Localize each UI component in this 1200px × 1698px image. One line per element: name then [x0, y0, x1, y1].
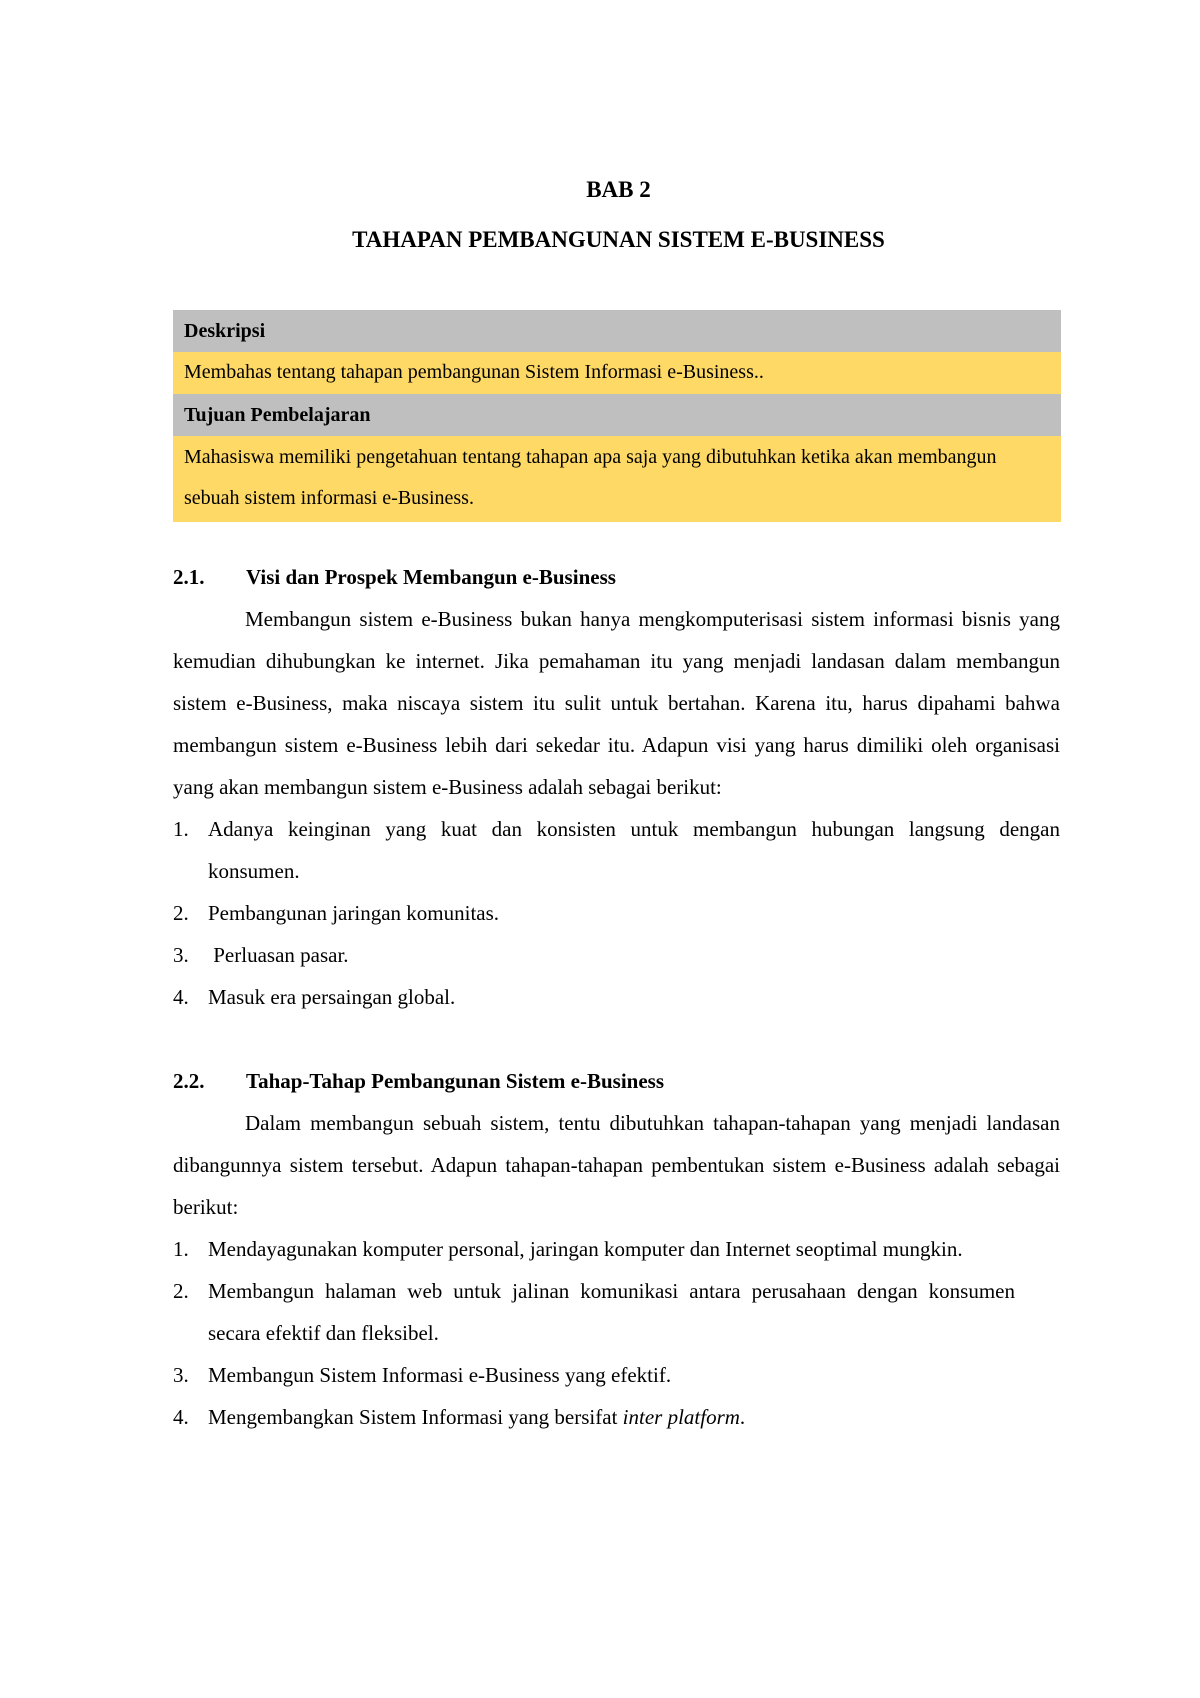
list-item [173, 1354, 1060, 1396]
stages-list [173, 1228, 1060, 1438]
section-number: 2.1. [173, 565, 205, 589]
chapter-number: BAB 2 [586, 177, 651, 202]
list-item [173, 808, 1060, 892]
list-item [173, 1270, 1060, 1354]
vision-list [173, 808, 1060, 1018]
section-heading [173, 1060, 1060, 1102]
section-title: Visi dan Prospek Membangun e-Business [246, 565, 616, 589]
list-item-text: Pembangunan jaringan komunitas. [208, 901, 500, 925]
description-label: Deskripsi [173, 310, 1061, 352]
list-item-number: 2. [173, 1279, 189, 1303]
section-paragraph: Dalam membangun sebuah sistem, tentu dibutuhkan tahapan-tahapan yang menjadi landasan dibangunnya sistem tersebut. Adapun tahapan-tahapan pembentukan sistem e-Business adalah sebagai berikut: [173, 1111, 1060, 1219]
objective-label: Tujuan Pembelajaran [173, 394, 1061, 436]
list-item-number: 4. [173, 1405, 189, 1429]
list-item-text: Masuk era persaingan global. [208, 985, 456, 1009]
list-item [173, 934, 1060, 976]
list-item-number: 1. [173, 1237, 189, 1261]
list-item-text: Adanya keinginan yang kuat dan konsisten untuk membangun hubungan langsung dengan konsumen. [208, 817, 1060, 883]
section-number: 2.2. [173, 1069, 205, 1093]
list-item-text: Membangun Sistem Informasi e-Business yang efektif. [208, 1363, 672, 1387]
info-box [173, 310, 1061, 522]
section-paragraph: Membangun sistem e-Business bukan hanya mengkomputerisasi sistem informasi bisnis yang kemudian dihubungkan ke internet. Jika pemahaman itu yang menjadi landasan dalam membangun sistem e-Business, maka niscaya sistem itu sulit untuk bertahan. Karena itu, harus dipahami bahwa membangun sistem e-Business lebih dari sekedar itu. Adapun visi yang harus dimiliki oleh organisasi yang akan membangun sistem e-Business adalah sebagai berikut: [173, 607, 1060, 799]
list-item-text: Perluasan pasar. [208, 943, 349, 967]
list-item [173, 1396, 1060, 1438]
list-item-suffix: . [739, 1405, 746, 1429]
list-item-number: 2. [173, 901, 189, 925]
list-item-number: 1. [173, 817, 189, 841]
list-item [173, 892, 1060, 934]
list-item-text: Mengembangkan Sistem Informasi yang bersifat [208, 1405, 623, 1429]
list-item-number: 3. [173, 1363, 189, 1387]
description-text: Membahas tentang tahapan pembangunan Sistem Informasi e-Business.. [173, 352, 1061, 394]
list-item-emphasis: inter platform [622, 1405, 740, 1429]
document-body [173, 556, 1060, 1438]
list-item-text: Mendayagunakan komputer personal, jaringan komputer dan Internet seoptimal mungkin. [208, 1237, 963, 1261]
list-item-number: 4. [173, 985, 189, 1009]
list-item-text: Membangun halaman web untuk jalinan komunikasi antara perusahaan dengan konsumen secara efektif dan fleksibel. [208, 1279, 1015, 1345]
list-item-number: 3. [173, 943, 189, 967]
section-spacer [173, 1018, 1060, 1060]
list-item [173, 976, 1060, 1018]
section-heading [173, 556, 1060, 598]
list-item [173, 1228, 1060, 1270]
objective-text: Mahasiswa memiliki pengetahuan tentang tahapan apa saja yang dibutuhkan ketika akan membangun sebuah sistem informasi e-Business. [173, 436, 1061, 522]
section-title: Tahap-Tahap Pembangunan Sistem e-Business [246, 1069, 665, 1093]
chapter-title: TAHAPAN PEMBANGUNAN SISTEM E-BUSINESS [352, 227, 885, 252]
